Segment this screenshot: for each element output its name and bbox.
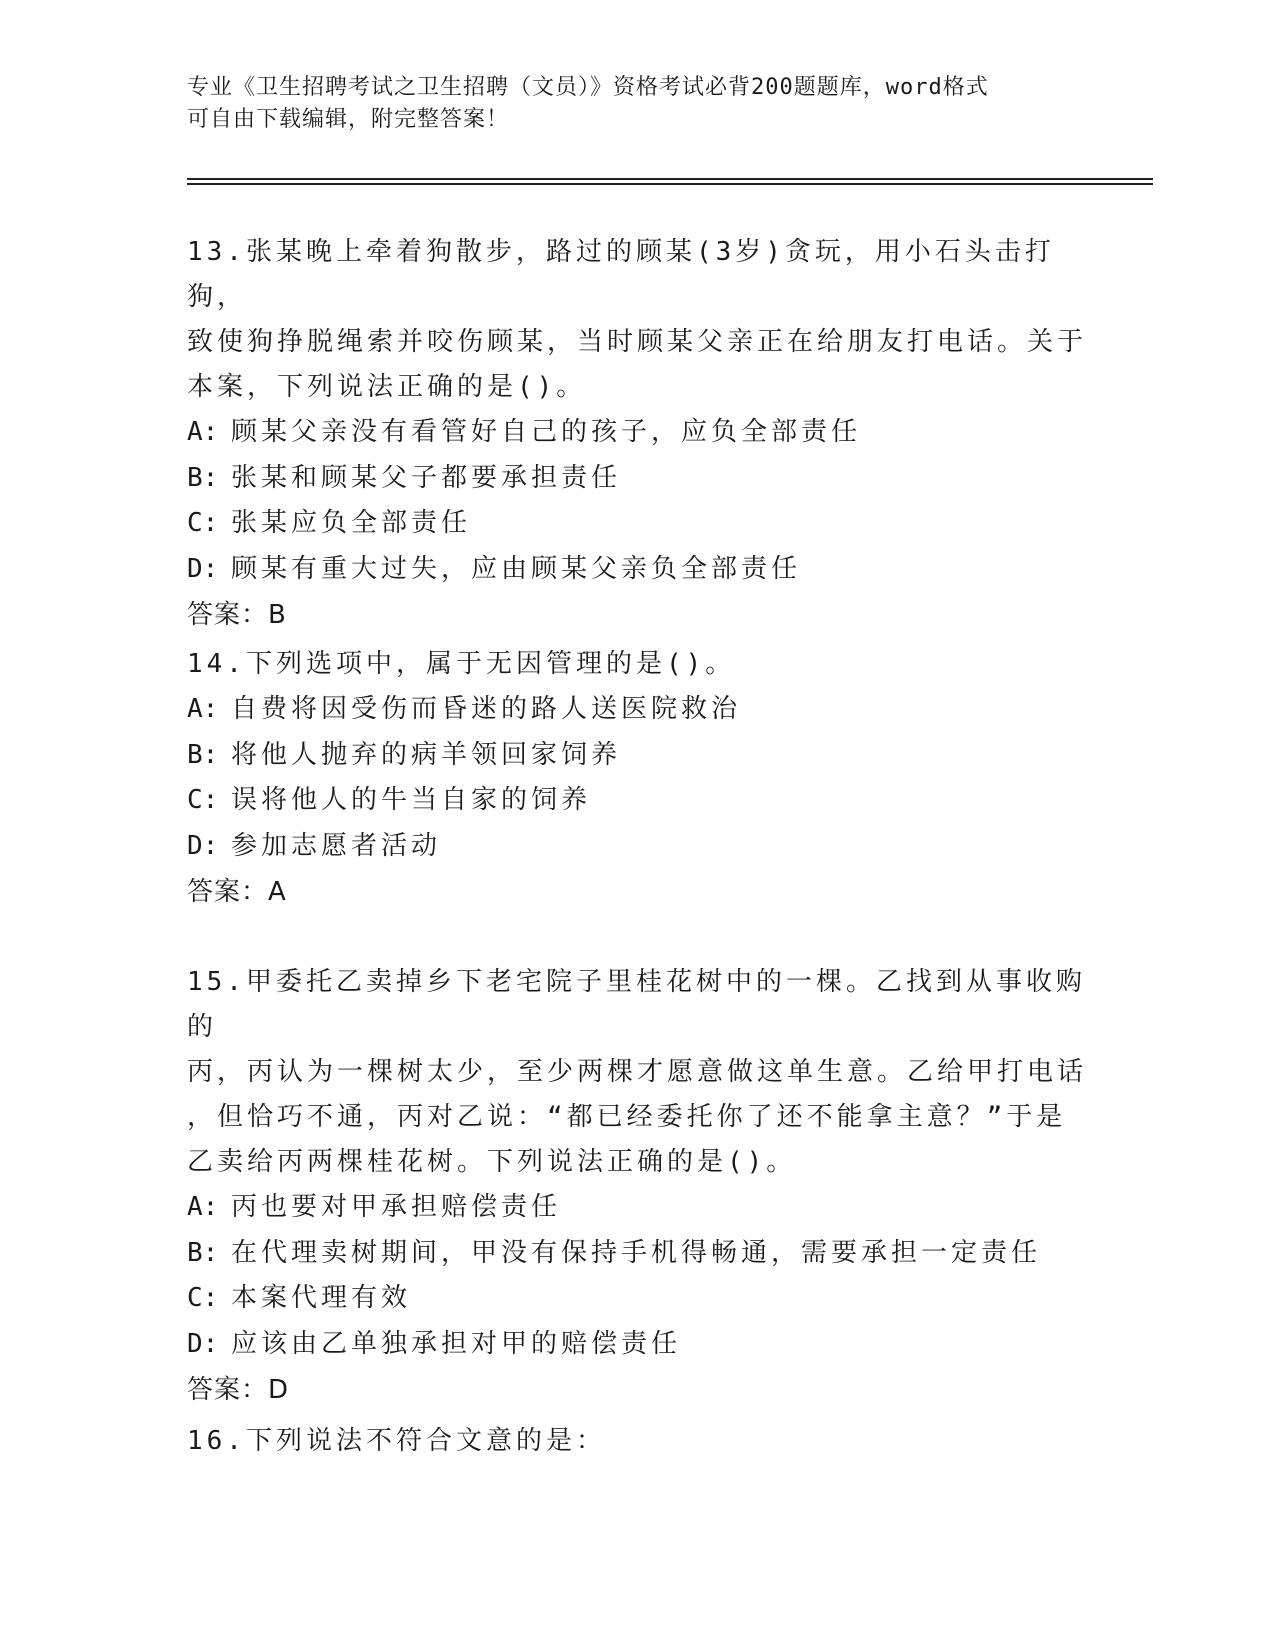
option-b <box>187 456 1087 502</box>
option-d <box>187 547 1087 593</box>
option-letter: D: <box>187 830 219 861</box>
header-line-2: 可自由下载编辑，附完整答案！ <box>187 107 510 132</box>
question-stem-line: ，但恰巧不通，丙对乙说：“都已经委托你了还不能拿主意？”于是 <box>187 1102 1067 1132</box>
option-a <box>187 410 1087 456</box>
option-text: 自费将因受伤而昏迷的路人送医院救治 <box>231 694 742 724</box>
question-stem-line: 15.甲委托乙卖掉乡下老宅院子里桂花树中的一棵。乙找到从事收购的 <box>187 967 1086 1042</box>
answer-line: 答案：D <box>187 1375 290 1405</box>
option-text: 将他人抛弃的病羊领回家饲养 <box>231 739 622 770</box>
header-line-1: 专业《卫生招聘考试之卫生招聘（文员）》资格考试必背200题题库，word格式 <box>187 75 989 100</box>
option-text: 顾某父亲没有看管好自己的孩子，应负全部责任 <box>231 417 862 447</box>
question-stem-line: 乙卖给丙两棵桂花树。下列说法正确的是()。 <box>187 1147 797 1177</box>
question-stem-line: 16.下列说法不符合文意的是： <box>187 1426 606 1456</box>
option-letter: A: <box>187 1192 219 1222</box>
question-stem-line: 本案，下列说法正确的是()。 <box>187 372 587 402</box>
header-divider-top <box>187 178 1153 180</box>
option-letter: B: <box>187 739 219 770</box>
header-divider-bottom <box>187 183 1153 185</box>
option-letter: D: <box>187 553 219 584</box>
option-text: 顾某有重大过失，应由顾某父亲负全部责任 <box>231 553 802 584</box>
option-a <box>187 687 1087 733</box>
option-b <box>187 1231 1087 1277</box>
answer-line: 答案：A <box>187 877 287 907</box>
option-c <box>187 501 1087 547</box>
answer-line: 答案：B <box>187 600 287 630</box>
question-15 <box>187 960 1087 1413</box>
question-16 <box>187 1419 1087 1464</box>
option-text: 应该由乙单独承担对甲的赔偿责任 <box>231 1328 682 1359</box>
question-stem-line: 致使狗挣脱绳索并咬伤顾某，当时顾某父亲正在给朋友打电话。关于 <box>187 327 1088 357</box>
option-text: 在代理卖树期间，甲没有保持手机得畅通，需要承担一定责任 <box>231 1237 1042 1268</box>
option-text: 误将他人的牛当自家的饲养 <box>231 785 592 815</box>
option-letter: C: <box>187 785 219 815</box>
option-d <box>187 824 1087 870</box>
option-text: 丙也要对甲承担赔偿责任 <box>231 1192 562 1222</box>
document-header <box>187 72 1067 136</box>
option-letter: B: <box>187 1237 219 1268</box>
option-letter: C: <box>187 1283 219 1313</box>
option-letter: A: <box>187 417 219 447</box>
option-letter: C: <box>187 508 219 538</box>
option-text: 参加志愿者活动 <box>231 830 442 861</box>
option-a <box>187 1185 1087 1231</box>
question-stem-line: 丙，丙认为一棵树太少，至少两棵才愿意做这单生意。乙给甲打电话 <box>187 1057 1088 1087</box>
option-letter: B: <box>187 462 219 493</box>
option-letter: A: <box>187 694 219 724</box>
option-text: 张某和顾某父子都要承担责任 <box>231 462 622 493</box>
question-stem-line: 13.张某晚上牵着狗散步，路过的顾某(3岁)贪玩，用小石头击打狗， <box>187 237 1055 312</box>
question-stem-line: 14.下列选项中，属于无因管理的是()。 <box>187 649 736 679</box>
option-text: 本案代理有效 <box>231 1283 412 1313</box>
option-c <box>187 1276 1087 1322</box>
question-13 <box>187 230 1087 638</box>
option-d <box>187 1322 1087 1368</box>
option-c <box>187 778 1087 824</box>
question-14 <box>187 642 1087 915</box>
option-letter: D: <box>187 1328 219 1359</box>
option-text: 张某应负全部责任 <box>231 508 472 538</box>
option-b <box>187 733 1087 779</box>
